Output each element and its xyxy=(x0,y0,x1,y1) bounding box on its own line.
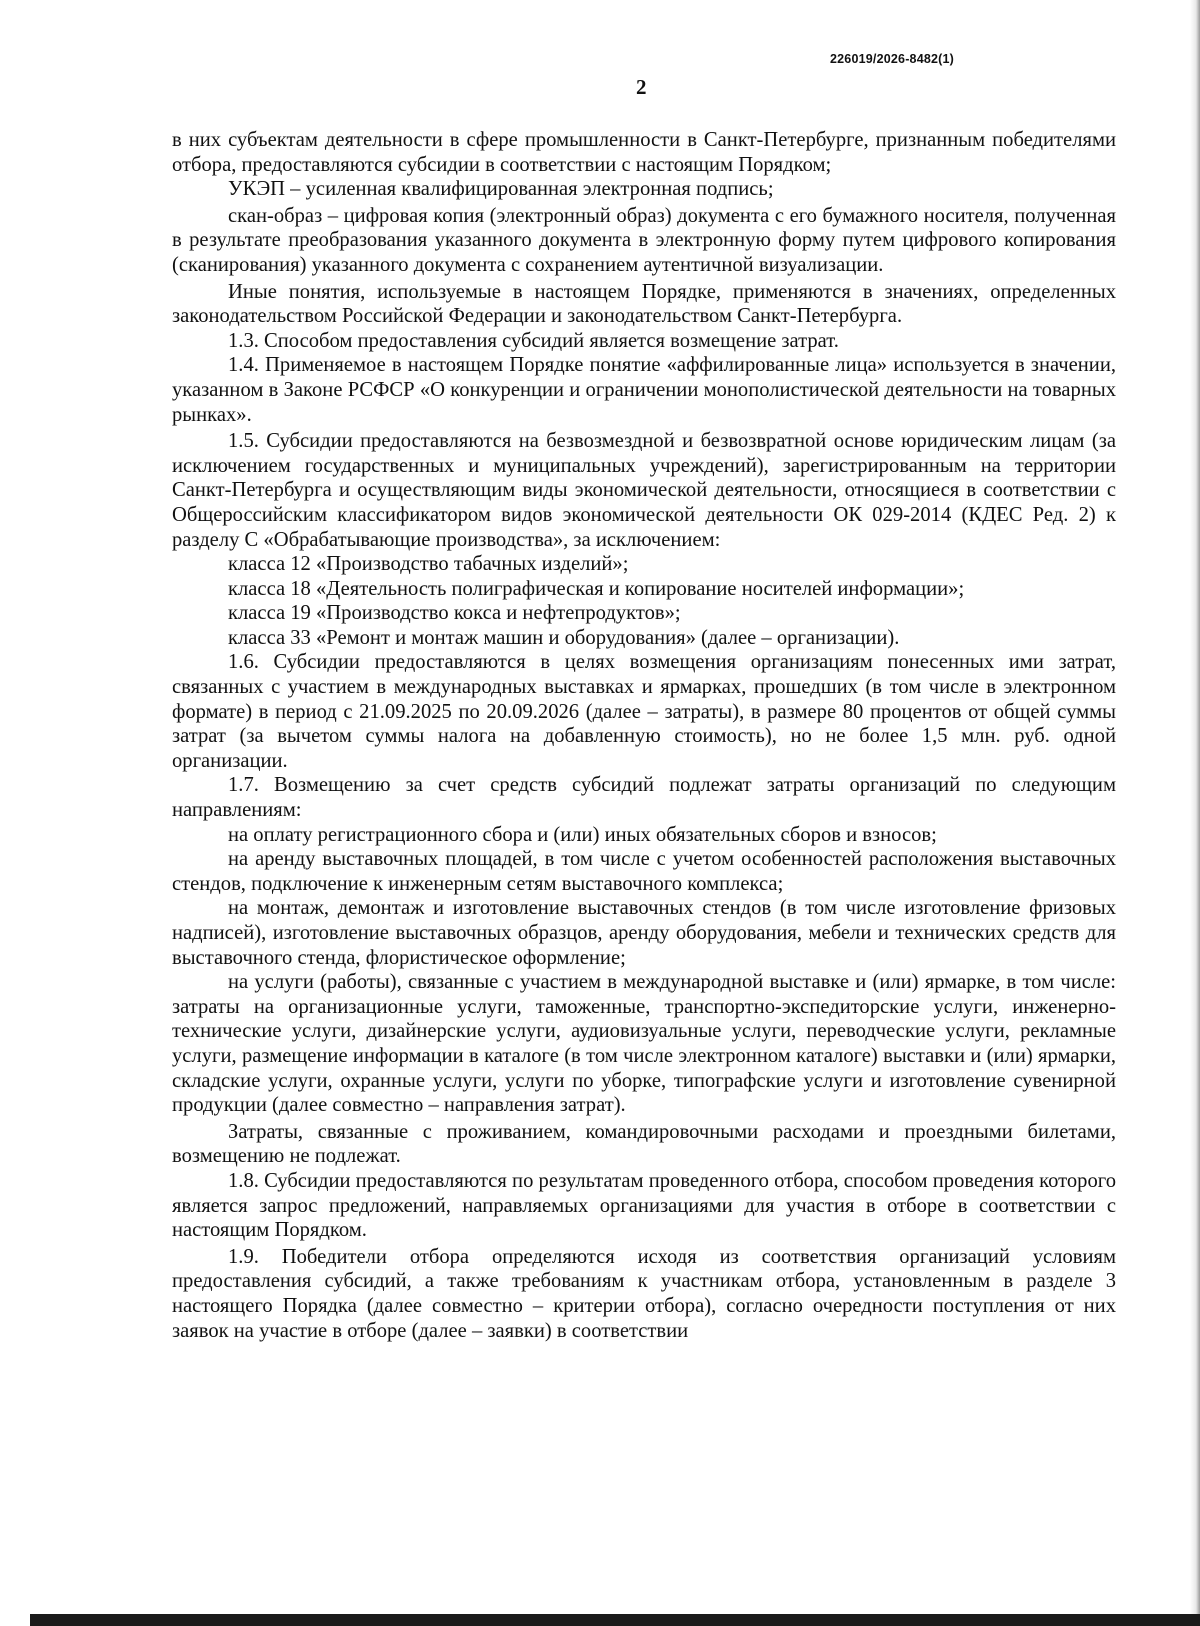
paragraph: УКЭП – усиленная квалифицированная электронная подпись; xyxy=(228,178,774,201)
paragraph: 1.3. Способом предоставления субсидий является возмещение затрат. xyxy=(228,329,839,352)
document-body xyxy=(172,128,1116,1343)
paragraph: Затраты, связанные с проживанием, командировочными расходами и проездными билетами, возмещению не подлежат. xyxy=(172,1120,1116,1168)
paragraph: на услуги (работы), связанные с участием в международной выставке и (или) ярмарке, в том числе: затраты на организационные услуги, таможенные, транспортно-экспедиторские услуги, инженерно-технические услуги, дизайнерские услуги, аудиовизуальные услуги, переводческие услуги, рекламные услуги, размещение информации в каталоге (в том числе электронном каталоге) выставки и (или) ярмарки, складские услуги, охранные услуги, услуги по уборке, типографские услуги и изготовление сувенирной продукции (далее совместно – направления затрат). xyxy=(172,971,1116,1117)
paragraph: скан-образ – цифровая копия (электронный образ) документа с его бумажного носителя, полученная в результате преобразования указанного документа в электронную форму путем цифрового копирования (сканирования) указанного документа с сохранением аутентичной визуализации. xyxy=(172,204,1116,276)
paragraph: Иные понятия, используемые в настоящем Порядке, применяются в значениях, определенных законодательством Российской Федерации и законодательством Санкт-Петербурга. xyxy=(172,280,1116,328)
paragraph: на оплату регистрационного сбора и (или) иных обязательных сборов и взносов; xyxy=(228,823,937,846)
paragraph: 1.5. Субсидии предоставляются на безвозмездной и безвозвратной основе юридическим лицам (за исключением государственных и муниципальных учреждений), зарегистрированным на территории Санкт-Петербурга и осуществляющим виды экономической деятельности, относящиеся в соответствии с Общероссийским классификатором видов экономической деятельности ОК 029-2014 (КДЕС Ред. 2) к разделу С «Обрабатывающие производства», за исключением: xyxy=(172,430,1116,551)
paragraph: класса 18 «Деятельность полиграфическая и копирование носителей информации»; xyxy=(228,577,965,600)
paragraph: в них субъектам деятельности в сфере промышленности в Санкт-Петербурге, признанным победителями отбора, предоставляются субсидии в соответствии с настоящим Порядком; xyxy=(172,129,1116,176)
paragraph: 1.4. Применяемое в настоящем Порядке понятие «аффилированные лица» используется в значении, указанном в Законе РСФСР «О конкуренции и ограничении монополистической деятельности на товарных рынках». xyxy=(172,354,1116,426)
paragraph: 1.9. Победители отбора определяются исходя из соответствия организаций условиям предоставления субсидий, а также требованиям к участникам отбора, установленным в разделе 3 настоящего Порядка (далее совместно – критерии отбора), согласно очередности поступления от них заявок на участие в отборе (далее – заявки) в соответствии xyxy=(172,1245,1116,1342)
paragraph: на монтаж, демонтаж и изготовление выставочных стендов (в том числе изготовление фризовых надписей), изготовление выставочных образцов, аренду оборудования, мебели и технических средств для выставочного стенда, флористическое оформление; xyxy=(172,897,1116,969)
paragraph: 1.6. Субсидии предоставляются в целях возмещения организациям понесенных ими затрат, связанных с участием в международных выставках и ярмарках, прошедших (в том числе в электронном формате) в период с 21.09.2025 по 20.09.2026 (далее – затраты), в размере 80 процентов от общей суммы затрат (за вычетом суммы налога на добавленную стоимость), но не более 1,5 млн. руб. одной организации. xyxy=(172,651,1116,772)
page-number: 2 xyxy=(636,75,647,99)
paragraph: 1.8. Субсидии предоставляются по результатам проведенного отбора, способом проведения которого является запрос предложений, направляемых организациями для участия в отборе в соответствии с настоящим Порядком. xyxy=(172,1169,1116,1242)
paragraph: класса 33 «Ремонт и монтаж машин и оборудования» (далее – организации). xyxy=(228,626,900,649)
scan-edge-bottom xyxy=(30,1614,1200,1626)
document-id: 226019/2026-8482(1) xyxy=(830,52,955,66)
paragraph: на аренду выставочных площадей, в том числе с учетом особенностей расположения выставочных стендов, подключение к инженерным сетям выставочного комплекса; xyxy=(172,848,1116,895)
paragraph: 1.7. Возмещению за счет средств субсидий подлежат затраты организаций по следующим направлениям: xyxy=(172,774,1116,822)
paragraph: класса 12 «Производство табачных изделий»; xyxy=(228,553,629,576)
paragraph: класса 19 «Производство кокса и нефтепродуктов»; xyxy=(228,602,681,625)
scan-edge-right xyxy=(1190,0,1200,1626)
